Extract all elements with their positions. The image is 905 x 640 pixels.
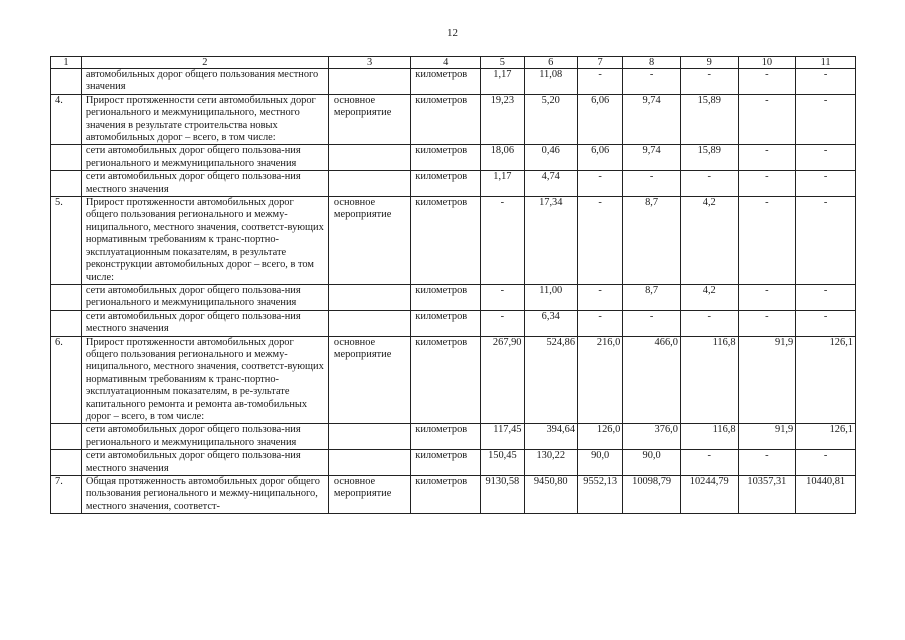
value-cell: 15,89 [680, 145, 738, 171]
value-cell: 17,34 [524, 197, 578, 285]
activity-type [328, 424, 410, 450]
indicator-name: сети автомобильных дорог общего пользова-ния местного значения [81, 310, 328, 336]
value-cell: - [738, 145, 796, 171]
indicators-table [50, 56, 856, 514]
value-cell: - [578, 284, 623, 310]
table-row [51, 450, 856, 476]
activity-type: основное мероприятие [328, 94, 410, 145]
value-cell: 117,45 [481, 424, 524, 450]
table-row [51, 284, 856, 310]
value-cell: 8,7 [623, 197, 681, 285]
value-cell: - [738, 69, 796, 95]
row-number [51, 171, 82, 197]
value-cell: 90,0 [578, 450, 623, 476]
value-cell: 376,0 [623, 424, 681, 450]
column-number-row [51, 57, 856, 69]
page-number: 12 [447, 27, 458, 39]
value-cell: 91,9 [738, 424, 796, 450]
value-cell: - [481, 284, 524, 310]
value-cell: - [796, 197, 856, 285]
value-cell: 18,06 [481, 145, 524, 171]
value-cell: - [578, 171, 623, 197]
unit-cell: километров [411, 145, 481, 171]
value-cell: - [578, 69, 623, 95]
value-cell: 9130,58 [481, 476, 524, 514]
row-number [51, 424, 82, 450]
value-cell: 126,1 [796, 336, 856, 424]
value-cell: 11,08 [524, 69, 578, 95]
row-number: 5. [51, 197, 82, 285]
value-cell: - [738, 284, 796, 310]
table-row [51, 310, 856, 336]
value-cell: - [738, 171, 796, 197]
unit-cell: километров [411, 284, 481, 310]
value-cell: 216,0 [578, 336, 623, 424]
value-cell: - [796, 145, 856, 171]
value-cell: - [680, 450, 738, 476]
value-cell: 116,8 [680, 424, 738, 450]
activity-type [328, 450, 410, 476]
value-cell: - [738, 197, 796, 285]
row-number [51, 284, 82, 310]
value-cell: 19,23 [481, 94, 524, 145]
value-cell: - [796, 171, 856, 197]
row-number: 6. [51, 336, 82, 424]
activity-type [328, 69, 410, 95]
value-cell: 6,06 [578, 145, 623, 171]
value-cell: 15,89 [680, 94, 738, 145]
activity-type [328, 145, 410, 171]
table-row [51, 171, 856, 197]
value-cell: - [481, 310, 524, 336]
unit-cell: километров [411, 171, 481, 197]
value-cell: - [623, 69, 681, 95]
activity-type [328, 284, 410, 310]
value-cell: - [623, 310, 681, 336]
value-cell: 11,00 [524, 284, 578, 310]
value-cell: 4,2 [680, 284, 738, 310]
column-header: 3 [328, 57, 410, 69]
row-number [51, 310, 82, 336]
value-cell: - [738, 450, 796, 476]
column-header: 11 [796, 57, 856, 69]
table-row [51, 197, 856, 285]
value-cell: - [796, 450, 856, 476]
value-cell: - [796, 94, 856, 145]
indicator-name: Прирост протяженности сети автомобильных дорог регионального и межмуниципального, местного значения в результате строительства новых автомобильных дорог – всего, в том числе: [81, 94, 328, 145]
value-cell: 10244,79 [680, 476, 738, 514]
value-cell: - [680, 69, 738, 95]
value-cell: 6,06 [578, 94, 623, 145]
value-cell: 1,17 [481, 171, 524, 197]
column-header: 2 [81, 57, 328, 69]
value-cell: 9,74 [623, 145, 681, 171]
value-cell: 90,0 [623, 450, 681, 476]
column-header: 5 [481, 57, 524, 69]
indicator-name: сети автомобильных дорог общего пользова-ния местного значения [81, 450, 328, 476]
value-cell: - [578, 197, 623, 285]
table-row [51, 424, 856, 450]
value-cell: 10357,31 [738, 476, 796, 514]
value-cell: - [680, 171, 738, 197]
table-row [51, 69, 856, 95]
value-cell: 5,20 [524, 94, 578, 145]
indicator-name: автомобильных дорог общего пользования местного значения [81, 69, 328, 95]
value-cell: 8,7 [623, 284, 681, 310]
column-header: 9 [680, 57, 738, 69]
activity-type: основное мероприятие [328, 476, 410, 514]
activity-type [328, 171, 410, 197]
activity-type: основное мероприятие [328, 197, 410, 285]
row-number [51, 69, 82, 95]
indicator-name: Общая протяженность автомобильных дорог общего пользования регионального и межму-ниципального, местного значения, соответст- [81, 476, 328, 514]
indicator-name: сети автомобильных дорог общего пользова-ния регионального и межмуниципального значения [81, 145, 328, 171]
value-cell: - [578, 310, 623, 336]
value-cell: - [680, 310, 738, 336]
unit-cell: километров [411, 336, 481, 424]
table-row [51, 145, 856, 171]
table-row [51, 476, 856, 514]
value-cell: - [796, 310, 856, 336]
unit-cell: километров [411, 450, 481, 476]
unit-cell: километров [411, 197, 481, 285]
indicator-name: сети автомобильных дорог общего пользова-ния местного значения [81, 171, 328, 197]
value-cell: 9552,13 [578, 476, 623, 514]
indicator-name: сети автомобильных дорог общего пользова-ния регионального и межмуниципального значения [81, 284, 328, 310]
value-cell: 10440,81 [796, 476, 856, 514]
value-cell: 91,9 [738, 336, 796, 424]
column-header: 6 [524, 57, 578, 69]
table-row [51, 94, 856, 145]
row-number: 7. [51, 476, 82, 514]
value-cell: 466,0 [623, 336, 681, 424]
value-cell: 126,0 [578, 424, 623, 450]
row-number [51, 145, 82, 171]
row-number: 4. [51, 94, 82, 145]
value-cell: 4,74 [524, 171, 578, 197]
value-cell: 130,22 [524, 450, 578, 476]
value-cell: 9450,80 [524, 476, 578, 514]
value-cell: 126,1 [796, 424, 856, 450]
column-header: 4 [411, 57, 481, 69]
unit-cell: километров [411, 69, 481, 95]
value-cell: - [623, 171, 681, 197]
value-cell: - [796, 69, 856, 95]
table-row [51, 336, 856, 424]
value-cell: 0,46 [524, 145, 578, 171]
value-cell: - [796, 284, 856, 310]
activity-type [328, 310, 410, 336]
indicator-name: Прирост протяженности автомобильных дорог общего пользования регионального и межму-ниципального, местного значения, соответст-вующих нормативным требованиям к транс-портно-эксплуатационным показателям, в результате реконструкции автомобильных дорог – всего, в том числе: [81, 197, 328, 285]
value-cell: 6,34 [524, 310, 578, 336]
unit-cell: километров [411, 94, 481, 145]
table-body [51, 69, 856, 514]
column-header: 10 [738, 57, 796, 69]
column-header: 1 [51, 57, 82, 69]
value-cell: 10098,79 [623, 476, 681, 514]
value-cell: 524,86 [524, 336, 578, 424]
unit-cell: километров [411, 310, 481, 336]
value-cell: - [738, 94, 796, 145]
column-header: 8 [623, 57, 681, 69]
value-cell: 9,74 [623, 94, 681, 145]
unit-cell: километров [411, 424, 481, 450]
row-number [51, 450, 82, 476]
column-header: 7 [578, 57, 623, 69]
activity-type: основное мероприятие [328, 336, 410, 424]
value-cell: - [481, 197, 524, 285]
indicator-name: сети автомобильных дорог общего пользова-ния регионального и межмуниципального значения [81, 424, 328, 450]
indicator-name: Прирост протяженности автомобильных дорог общего пользования регионального и межму-ниципального, местного значения, соответст-вующих нормативным требованиям к транс-портно-эксплуатационным показателям, в ре-зультате капитального ремонта и ремонта ав-томобильных дорог – всего, в том числе: [81, 336, 328, 424]
value-cell: 267,90 [481, 336, 524, 424]
unit-cell: километров [411, 476, 481, 514]
value-cell: 1,17 [481, 69, 524, 95]
value-cell: - [738, 310, 796, 336]
value-cell: 150,45 [481, 450, 524, 476]
value-cell: 394,64 [524, 424, 578, 450]
value-cell: 116,8 [680, 336, 738, 424]
value-cell: 4,2 [680, 197, 738, 285]
